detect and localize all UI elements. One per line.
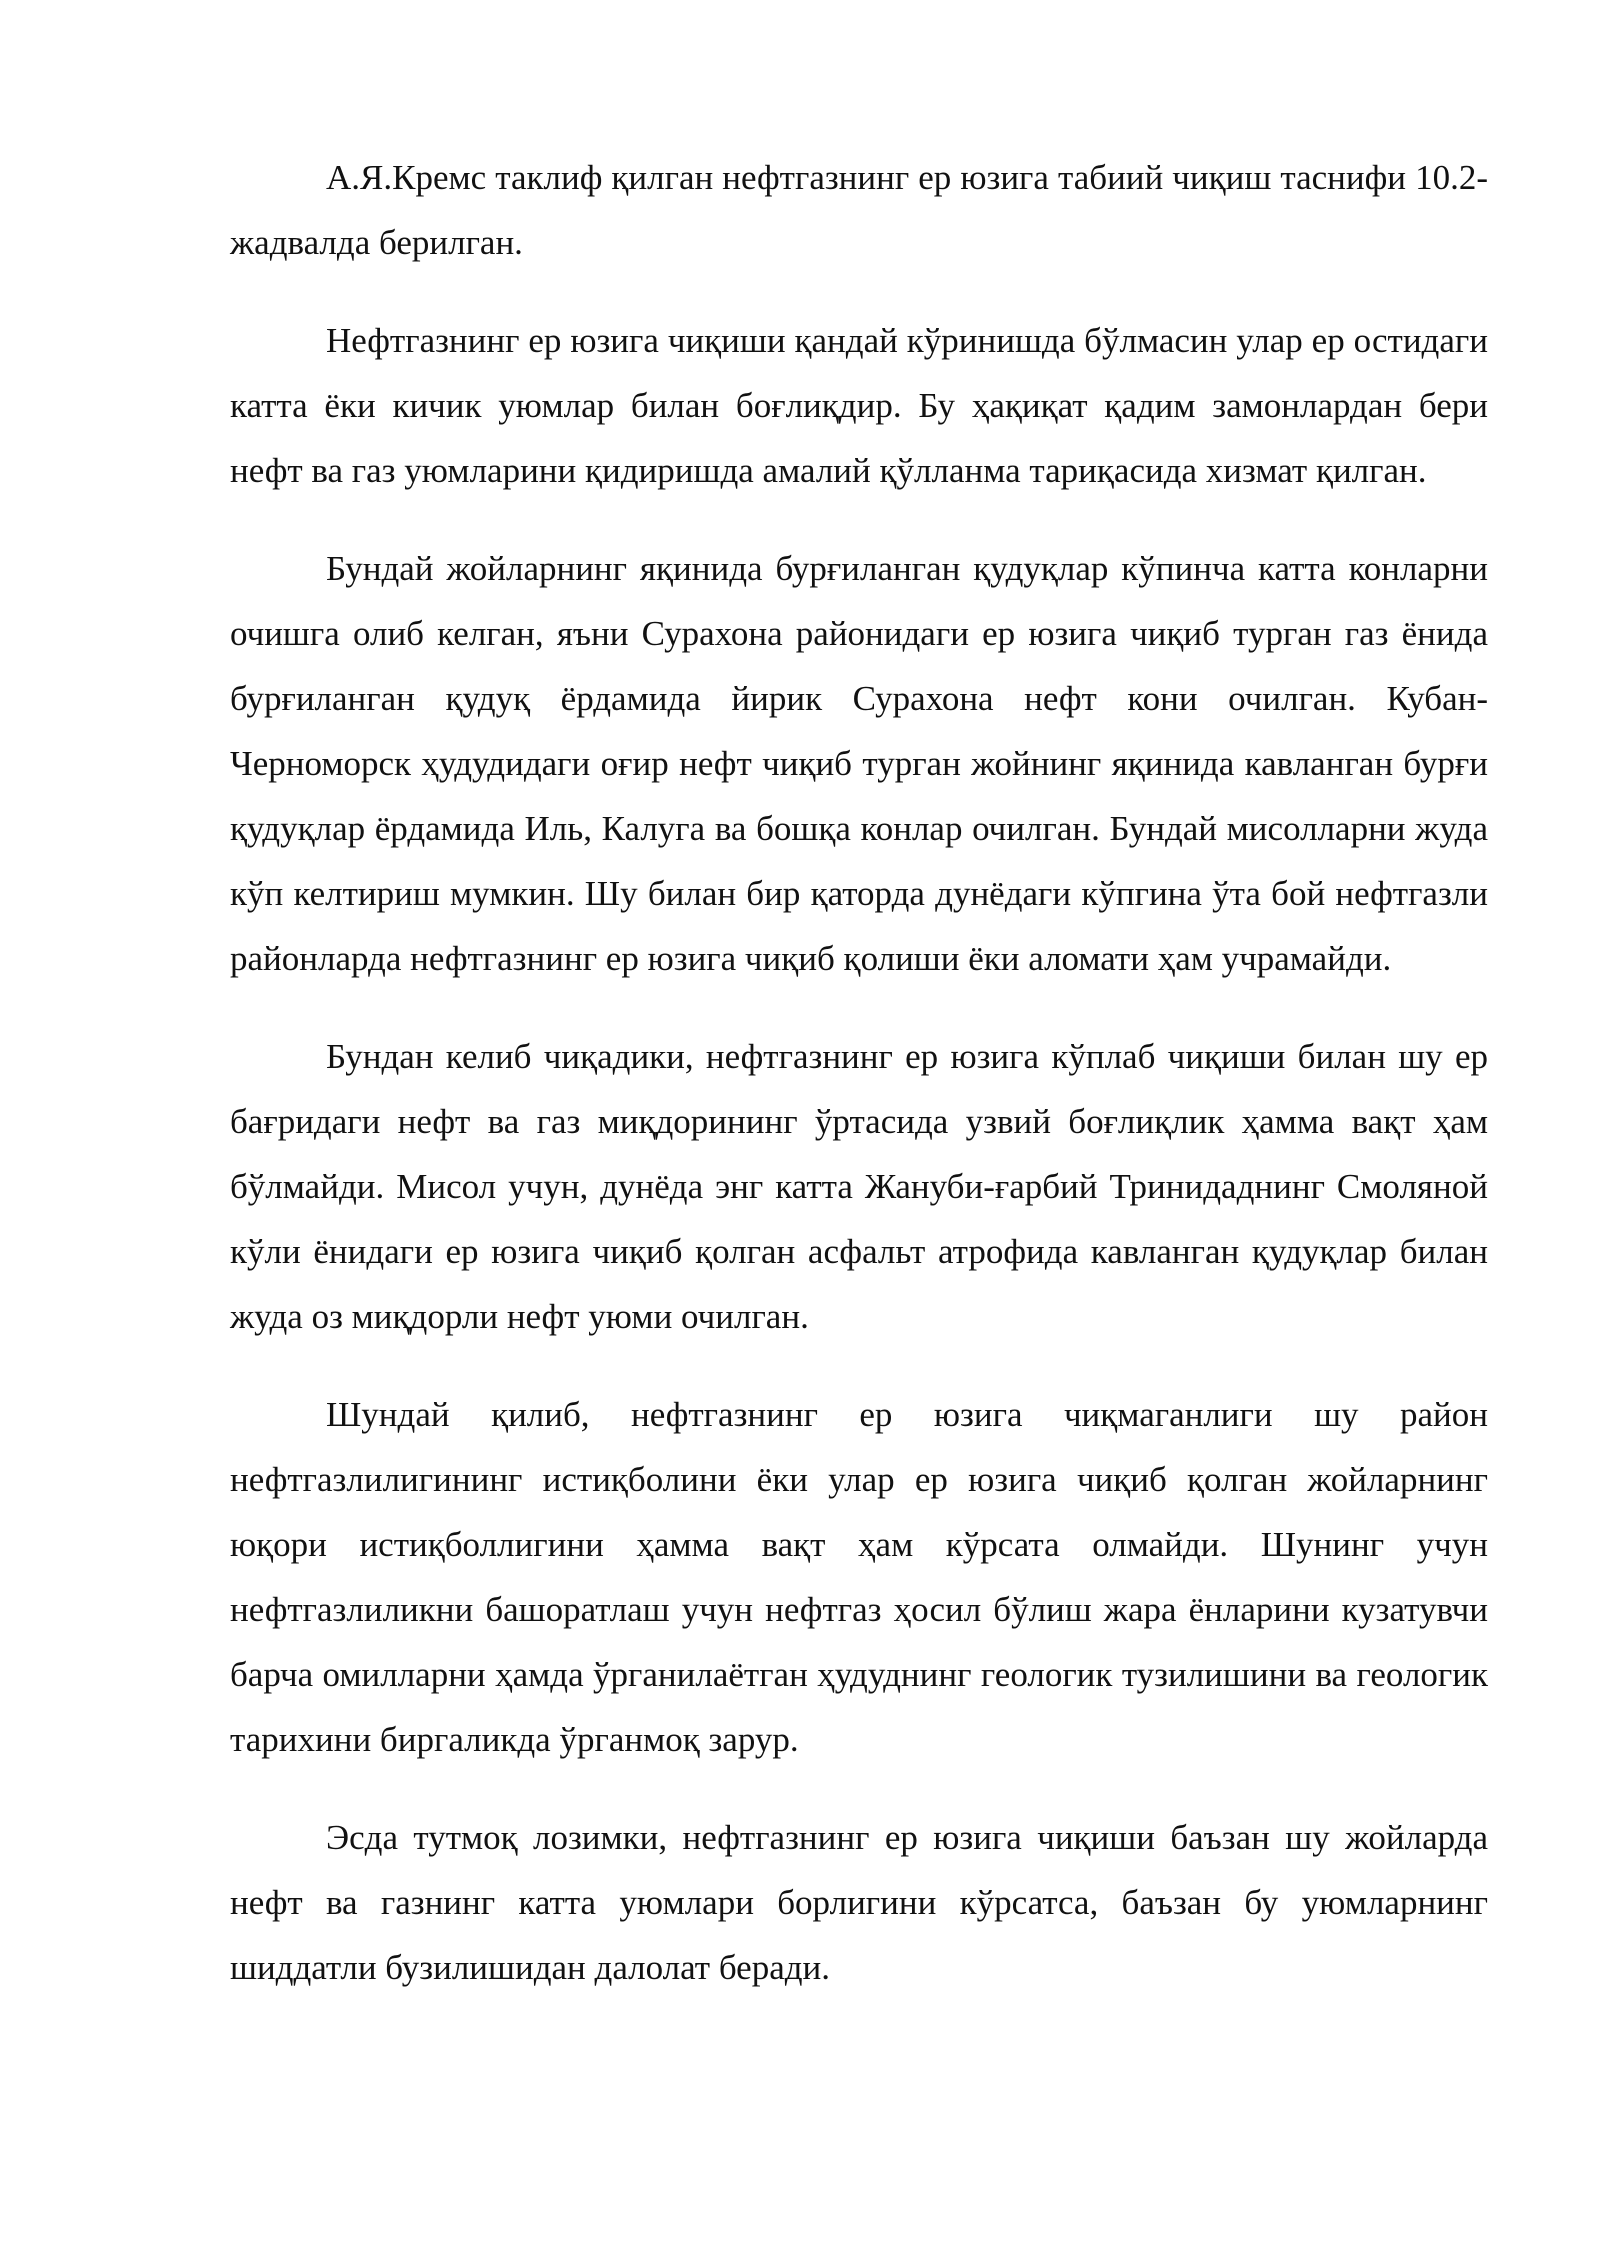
paragraph-1: А.Я.Кремс таклиф қилган нефтгазнинг ер юзига табиий чиқиш таснифи 10.2-жадвалда берилган. bbox=[230, 158, 1488, 262]
paragraph-4: Бундан келиб чиқадики, нефтгазнинг ер юзига кўплаб чиқиши билан шу ер бағридаги нефт ва газ миқдорининг ўртасида узвий боғлиқлик ҳамма вақт ҳам бўлмайди. Мисол учун, дунёда энг катта Жануби-ғарбий Тринидаднинг Смоляной кўли ёнидаги ер юзига чиқиб қолган асфальт атрофида кавланган қудуқлар билан жуда оз миқдорли нефт уюми очилган. bbox=[230, 1037, 1488, 1336]
document-body bbox=[230, 145, 1488, 2033]
paragraph-2: Нефтгазнинг ер юзига чиқиши қандай кўринишда бўлмасин улар ер остидаги катта ёки кичик уюмлар билан боғлиқдир. Бу ҳақиқат қадим замонлардан бери нефт ва газ уюмларини қидиришда амалий қўлланма тариқасида хизмат қилган. bbox=[230, 321, 1488, 490]
paragraph-6: Эсда тутмоқ лозимки, нефтгазнинг ер юзига чиқиши баъзан шу жойларда нефт ва газнинг катта уюмлари борлигини кўрсатса, баъзан бу уюмларнинг шиддатли бузилишидан далолат беради. bbox=[230, 1818, 1488, 1987]
paragraph-5: Шундай қилиб, нефтгазнинг ер юзига чиқмаганлиги шу район нефтгазлилигининг истиқболини ёки улар ер юзига чиқиб қолган жойларнинг юқори истиқболлигини ҳамма вақт ҳам кўрсата олмайди. Шунинг учун нефтгазлиликни башоратлаш учун нефтгаз ҳосил бўлиш жара ёнларини кузатувчи барча омилларни ҳамда ўрганилаётган ҳудуднинг геологик тузилишини ва геологик тарихини биргаликда ўрганмоқ зарур. bbox=[230, 1395, 1488, 1759]
paragraph-3: Бундай жойларнинг яқинида бурғиланган қудуқлар кўпинча катта конларни очишга олиб келган, яъни Сурахона районидаги ер юзига чиқиб турган газ ёнида бурғиланган қудуқ ёрдамида йирик Сурахона нефт кони очилган. Кубан-Черноморск ҳудудидаги оғир нефт чиқиб турган жойнинг яқинида кавланган бурғи қудуқлар ёрдамида Иль, Калуга ва бошқа конлар очилган. Бундай мисолларни жуда кўп келтириш мумкин. Шу билан бир қаторда дунёдаги кўпгина ўта бой нефтгазли районларда нефтгазнинг ер юзига чиқиб қолиши ёки аломати ҳам учрамайди. bbox=[230, 549, 1488, 978]
